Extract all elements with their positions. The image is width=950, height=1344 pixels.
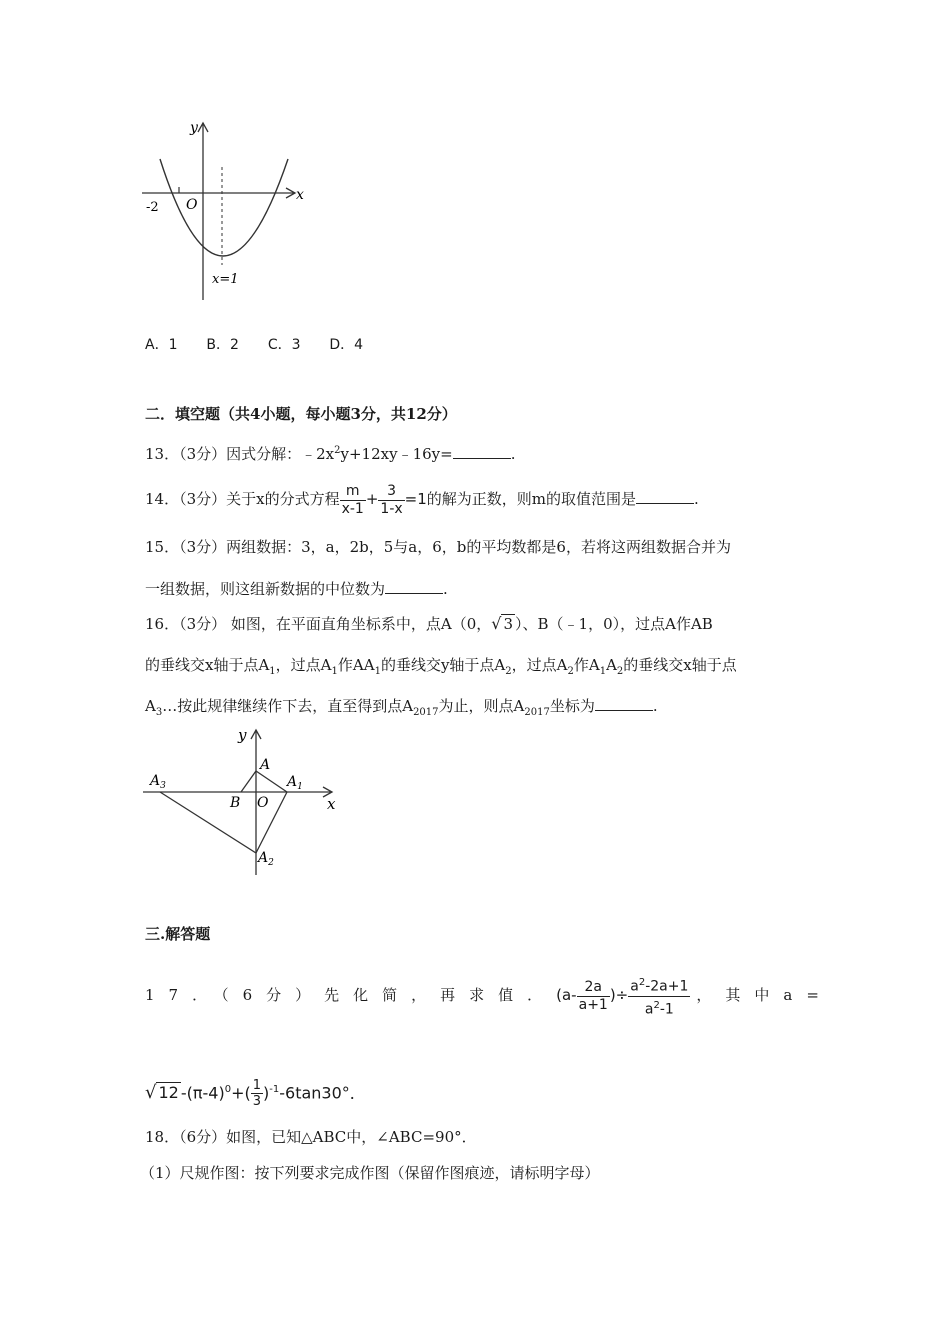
sqrt-12: √ 12 [145,1082,179,1104]
fig1-x-label: x [296,187,304,203]
fig2-x-label: x [327,795,336,813]
question-18-line2: （1）尺规作图：按下列要求完成作图（保留作图痕迹，请标明字母） [140,1164,600,1182]
fraction-quadratic: $\frac{a^2-2a+1}{a^2-1}$ [628,974,690,1018]
fig2-label-a3: $A_3$ [150,773,166,791]
fig1-origin-label: O [186,197,198,213]
fig2-label-a2: $A_2$ [258,850,274,868]
section-3-title: 三.解答题 [145,925,211,943]
fraction-3: $\frac{3}{1-x}$ [380,482,403,517]
choice-c: C．3 [267,337,301,353]
question-16-line3: $A_3\dots$按此规律继续作下去，直至得到点$A_{2017}$为止，则点$A_{2017}$坐标为 . [145,697,658,718]
answer-choices [145,335,363,355]
fraction-one-third: $\frac{1}{3}$ [252,1078,261,1110]
fig2-label-o: O [257,795,269,811]
fig1-y-label: y [190,120,198,136]
fraction-m: $\frac{m}{x-1}$ [341,482,364,517]
answer-blank-14[interactable] [636,489,694,504]
section-2-title: 二．填空题（共4小题，每小题3分，共12分） [145,405,457,423]
fig2-label-a1: $A_1$ [287,774,303,792]
fig1-tick-label: -2 [146,200,159,215]
sqrt-3: √ 3 [491,614,514,633]
question-15-line2: 一组数据，则这组新数据的中位数为 . [145,580,448,598]
question-16-line2: 的垂线交x轴于点$A_1$，过点$A_1$作$AA_1$的垂线交y轴于点$A_2$，过点$A_2$作$A_1A_2$的垂线交x轴于点 [145,656,737,677]
choice-d: D．4 [329,337,364,353]
fraction-2a: $\frac{2a}{a+1}$ [578,978,608,1013]
question-14: 14．（3分）关于x的分式方程 $\frac{m}{x-1}$ + $\frac{3}{1-x}$ =1的解为正数，则m的取值范围是 . [145,482,699,517]
answer-blank-13[interactable] [453,444,511,459]
answer-blank-15[interactable] [385,579,443,594]
fig2-y-label: y [238,726,247,744]
fig2-label-a: A [260,757,271,773]
question-17-line1: 17．（6分）先化简，再求值．(a- $\frac{2a}{a+1}$ )÷ $\frac{a^2-2a+1}{a^2-1}$ ，其中a= [145,972,833,1018]
question-18-line1: 18．（6分）如图，已知△ABC中，∠ABC=90°． [145,1128,477,1146]
question-13: 13．（3分）因式分解：$﹣2x^2y+12xy﹣16y=$ . [145,445,516,463]
question-16-line1: 16．（3分） 如图，在平面直角坐标系中，点A（0，√ 3 ）、B（﹣1，0），过点A作AB [145,614,713,633]
coordinate-figure [140,725,350,880]
question-17-line2: √ 12 $-(\pi-4)^0+$( $\frac{1}{3}$ )$^{-1}$-6tan30°． [145,1078,366,1110]
answer-blank-16[interactable] [595,696,653,711]
fig1-symmetry-label: x=1 [212,272,239,287]
parabola-figure [140,115,315,305]
fig2-label-b: B [230,795,241,811]
choice-a: A．1 [145,337,178,353]
choice-b: B．2 [206,337,239,353]
question-15-line1: 15．（3分）两组数据：3，a，2b，5与a，6，b的平均数都是6，若将这两组数据合并为 [145,538,731,556]
